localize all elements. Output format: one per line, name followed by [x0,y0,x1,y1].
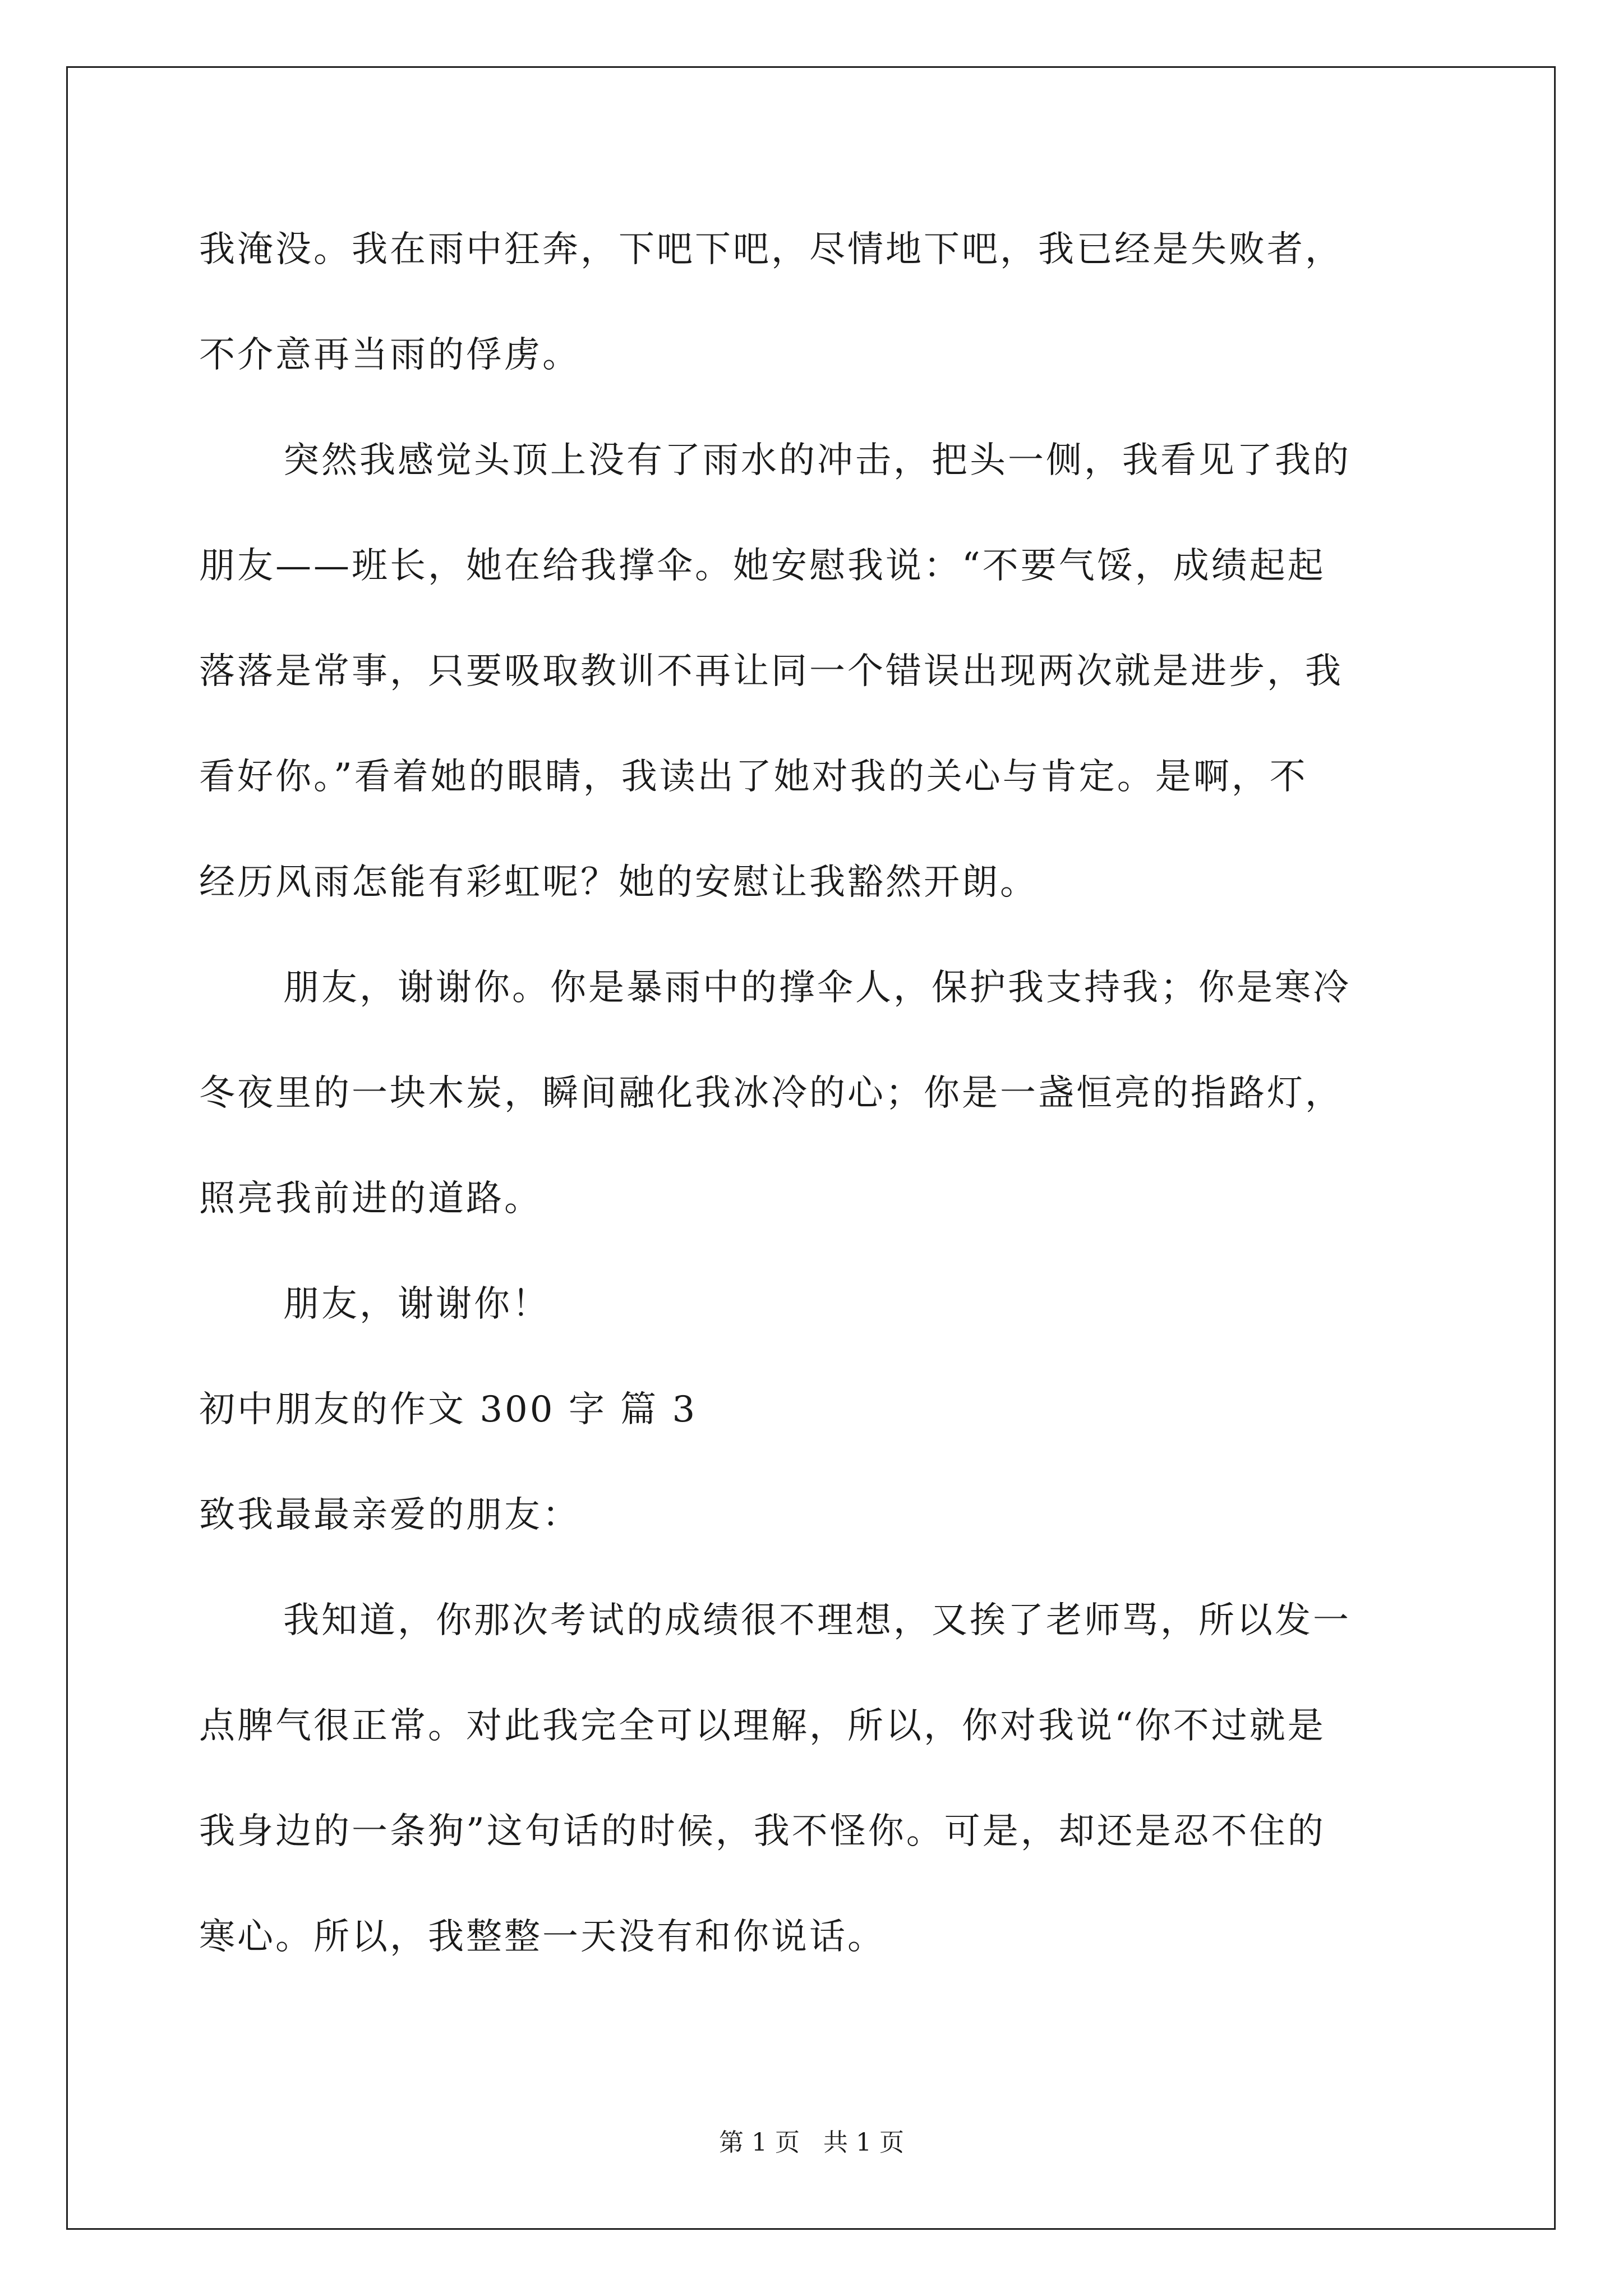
paragraph-line: 冬夜里的一块木炭，瞬间融化我冰冷的心；你是一盏恒亮的指路灯， [199,1073,1343,1114]
page-footer: 第 1 页 共 1 页 [719,2128,904,2157]
section-heading: 初中朋友的作文 300 字 篇 3 [199,1389,698,1430]
page-border [66,66,1556,2230]
paragraph-line: 不介意再当雨的俘虏。 [199,334,580,376]
paragraph-line: 朋友，谢谢你！ [283,1283,550,1325]
paragraph-line: 落落是常事，只要吸取教训不再让同一个错误出现两次就是进步，我 [199,651,1343,692]
paragraph-line: 照亮我前进的道路。 [199,1178,542,1220]
paragraph-line: 朋友——班长，她在给我撑伞。她安慰我说：“不要气馁，成绩起起 [199,545,1326,587]
paragraph-line: 朋友，谢谢你。你是暴雨中的撑伞人，保护我支持我；你是寒冷 [283,967,1351,1009]
paragraph-line: 突然我感觉头顶上没有了雨水的冲击，把头一侧，我看见了我的 [283,440,1351,481]
salutation: 致我最最亲爱的朋友： [199,1494,580,1536]
paragraph-line: 看好你。”看着她的眼睛，我读出了她对我的关心与肯定。是啊，不 [199,756,1308,798]
paragraph-line: 我身边的一条狗”这句话的时候，我不怪你。可是，却还是忍不住的 [199,1811,1326,1852]
paragraph-line: 点脾气很正常。对此我完全可以理解，所以，你对我说“你不过就是 [199,1705,1326,1747]
paragraph-line: 我淹没。我在雨中狂奔，下吧下吧，尽情地下吧，我已经是失败者， [199,229,1343,270]
paragraph-line: 经历风雨怎能有彩虹呢？她的安慰让我豁然开朗。 [199,862,1038,903]
paragraph-line: 寒心。所以，我整整一天没有和你说话。 [199,1916,886,1958]
paragraph-line: 我知道，你那次考试的成绩很不理想，又挨了老师骂，所以发一 [283,1600,1351,1641]
